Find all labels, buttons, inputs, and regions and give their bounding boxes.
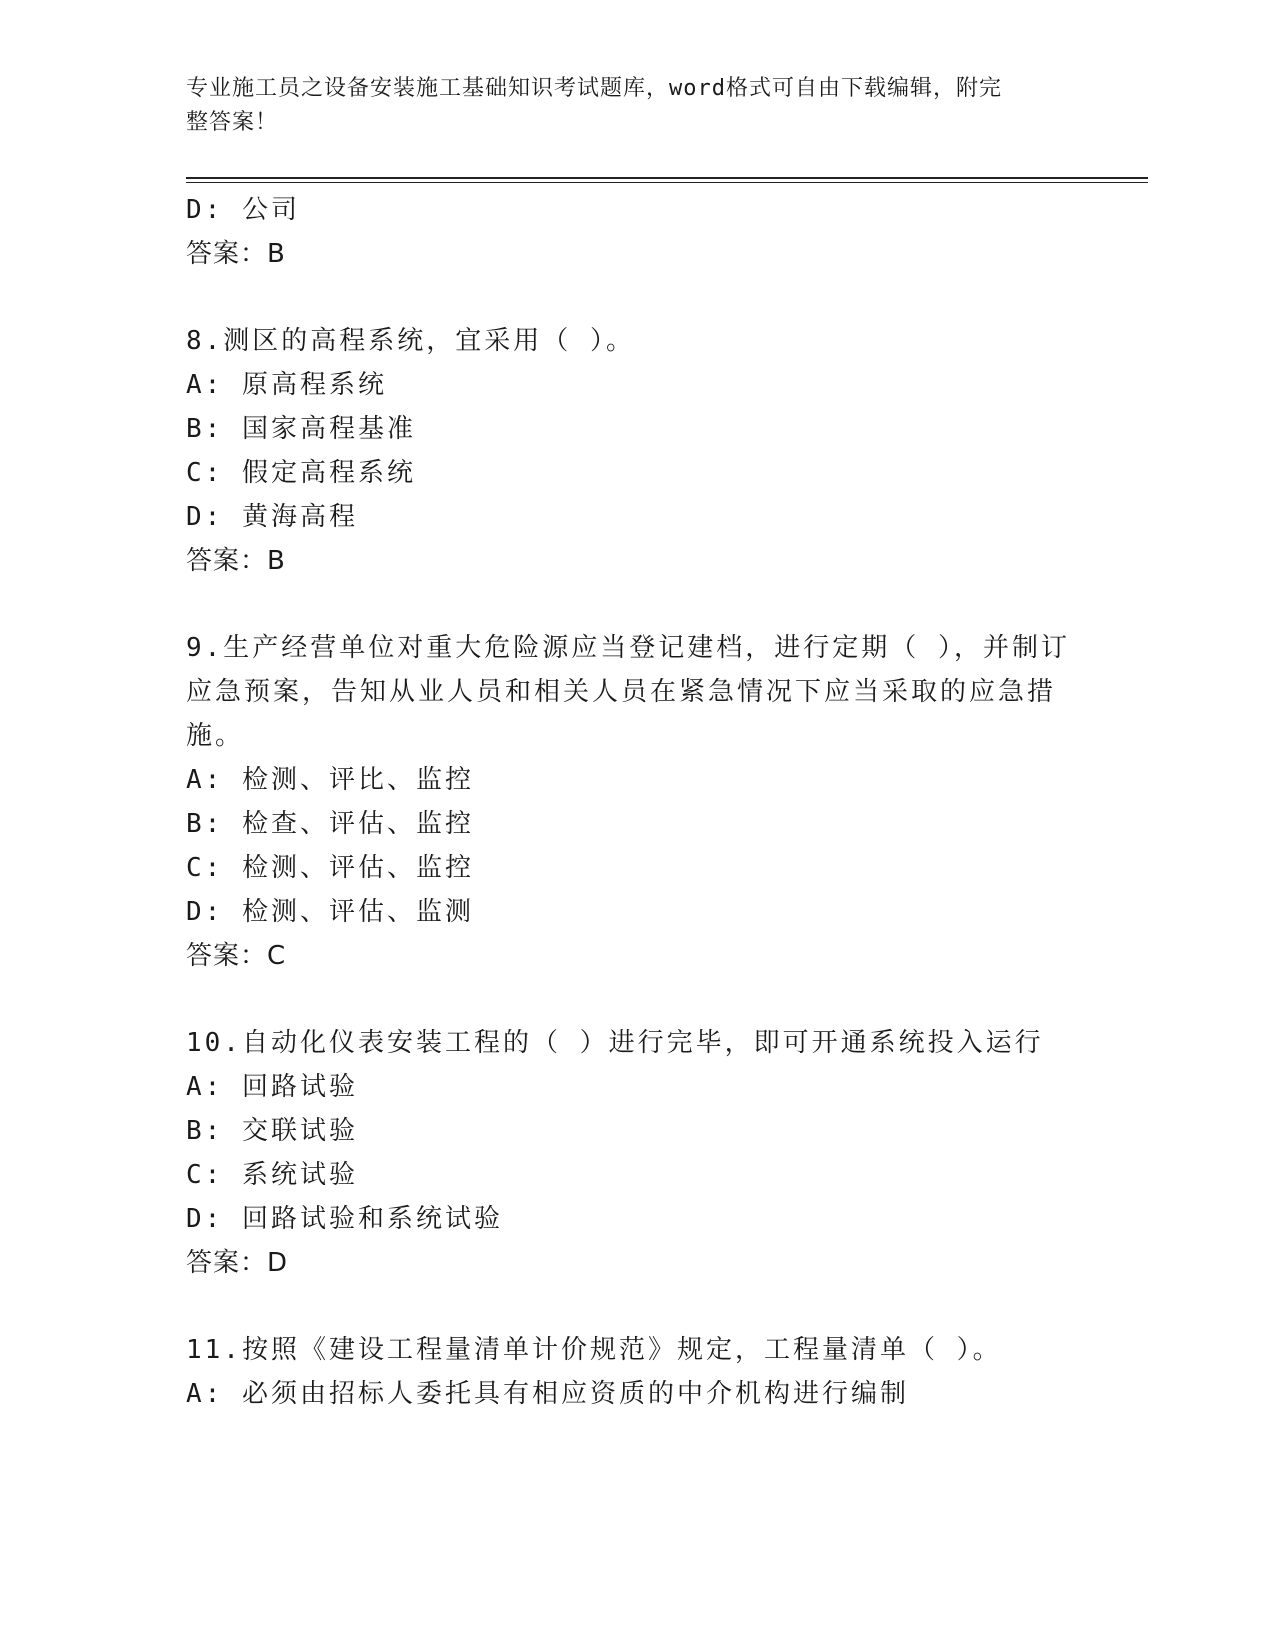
q8-option-b: B: 国家高程基准 <box>186 414 416 444</box>
q9-question-line-2: 应急预案，告知从业人员和相关人员在紧急情况下应当采取的应急措 <box>186 677 1057 707</box>
header-divider-thin <box>186 182 1148 183</box>
q11-option-a: A: 必须由招标人委托具有相应资质的中介机构进行编制 <box>186 1379 909 1409</box>
q8-option-a: A: 原高程系统 <box>186 370 387 400</box>
page-header <box>186 72 1066 140</box>
q9-option-a: A: 检测、评比、监控 <box>186 765 474 795</box>
q7-option-d: D: 公司 <box>186 195 300 225</box>
header-divider-thick <box>186 177 1148 179</box>
q9-answer: 答案：C <box>186 941 287 971</box>
q10-answer: 答案：D <box>186 1248 289 1278</box>
q8-question: 8.测区的高程系统，宜采用（ ）。 <box>186 326 635 356</box>
q10-option-c: C: 系统试验 <box>186 1160 358 1190</box>
q9-question-line-3: 施。 <box>186 721 245 751</box>
q11-question: 11.按照《建设工程量清单计价规范》规定，工程量清单（ ）。 <box>186 1335 1002 1365</box>
q10-option-b: B: 交联试验 <box>186 1116 358 1146</box>
q8-answer: 答案：B <box>186 546 286 576</box>
q8-option-c: C: 假定高程系统 <box>186 458 416 488</box>
q10-option-a: A: 回路试验 <box>186 1072 358 1102</box>
q9-option-b: B: 检查、评估、监控 <box>186 809 474 839</box>
q9-option-d: D: 检测、评估、监测 <box>186 897 474 927</box>
q9-option-c: C: 检测、评估、监控 <box>186 853 474 883</box>
q10-option-d: D: 回路试验和系统试验 <box>186 1204 503 1234</box>
q9-question-line-1: 9.生产经营单位对重大危险源应当登记建档，进行定期（ ），并制订 <box>186 633 1070 663</box>
header-line-1: 专业施工员之设备安装施工基础知识考试题库，word格式可自由下载编辑，附完 <box>186 76 1002 101</box>
q7-answer: 答案：B <box>186 239 286 269</box>
q10-question: 10.自动化仪表安装工程的（ ）进行完毕，即可开通系统投入运行 <box>186 1028 1044 1058</box>
q8-option-d: D: 黄海高程 <box>186 502 358 532</box>
header-line-2: 整答案！ <box>186 110 279 135</box>
